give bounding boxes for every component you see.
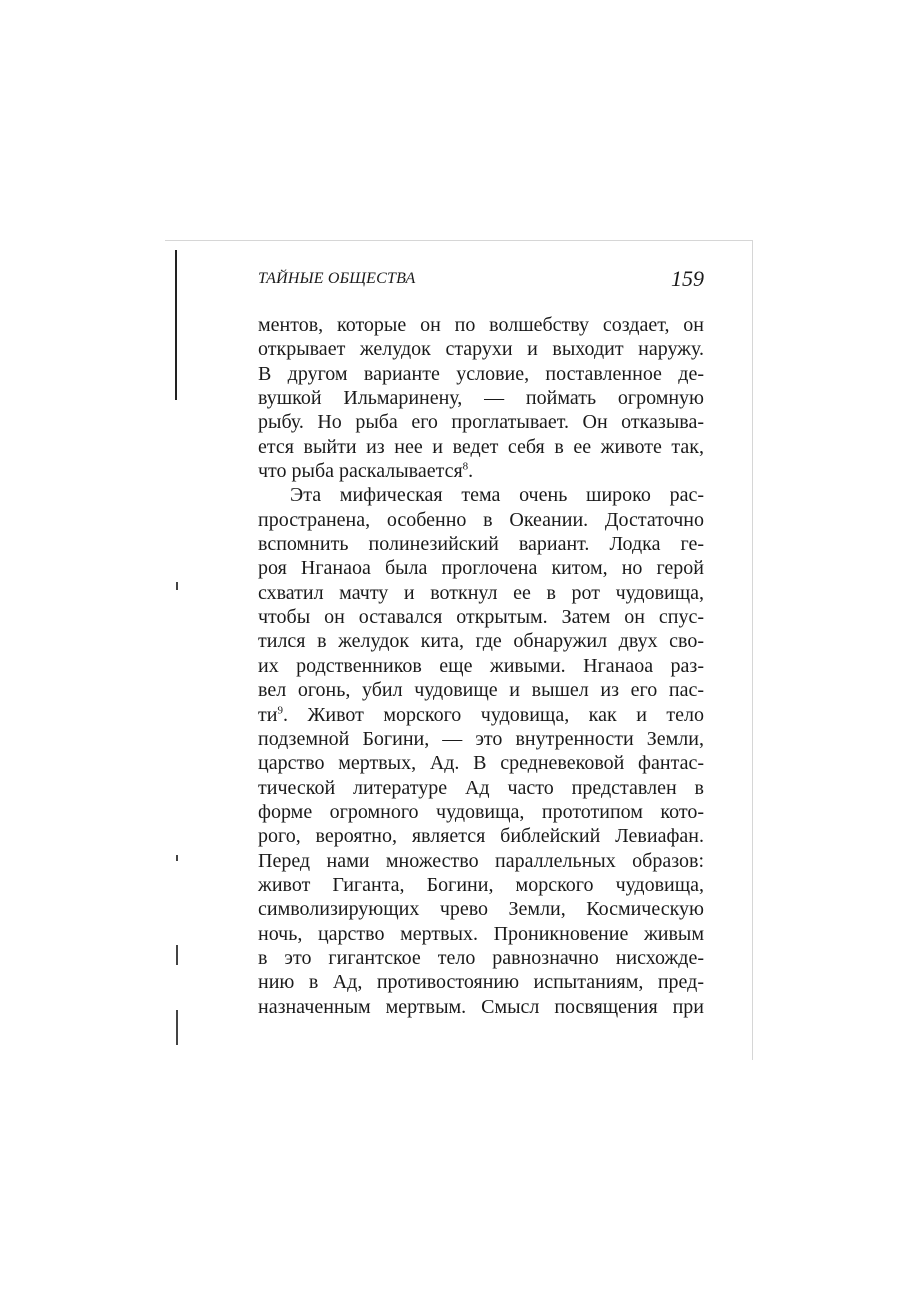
text-line: тической литературе Ад часто представлен в [258,776,704,799]
text-line: чтобы он оставался открытым. Затем он спус- [258,606,704,629]
text-line [258,459,704,483]
text-line: царство мертвых, Ад. В средневековой фантас- [258,752,704,775]
text-line: живот Гиганта, Богини, морского чудовища, [258,873,704,896]
text-line: открывает желудок старухи и выходит наружу. [258,338,704,361]
text-line: Перед нами множество параллельных образов: [258,849,704,872]
text-line: символизирующих чрево Земли, Космическую [258,898,704,921]
text-line: ментов, которые он по волшебству создает, он [258,314,704,336]
scan-artifact-mark [176,855,178,861]
text-line: их родственников еще живыми. Нганаоа раз- [258,654,704,677]
binding-edge-mark [175,250,177,400]
text-line: Эта мифическая тема очень широко рас- [290,484,704,507]
body-text [258,313,704,1019]
text-line: рого, вероятно, является библейский Левиафан. [258,825,704,848]
footnote-ref: 9 [277,703,283,716]
text-line: роя Нганаоа была проглочена китом, но герой [258,557,704,580]
text-line: назначенным мертвым. Смысл посвящения при [258,995,704,1018]
scan-artifact-mark [176,1010,178,1045]
text-line: В другом варианте условие, поставленное де- [258,362,704,385]
text-line: подземной Богини, — это внутренности Земли, [258,727,704,750]
page-header [258,262,704,298]
text-line: вел огонь, убил чудовище и вышел из его пас- [258,679,704,702]
text-line: пространена, особенно в Океании. Достаточно [258,508,704,531]
text-fragment: что рыба раскалывается [258,460,463,483]
text-line: вспомнить полинезийский вариант. Лодка ге- [258,533,704,556]
text-line: вушкой Ильмаринену, — поймать огромную [258,387,704,410]
text-fragment: . [468,460,474,483]
text-line: схватил мачту и воткнул ее в рот чудовища, [258,581,704,604]
text-line: ется выйти из нее и ведет себя в ее животе так, [258,435,704,458]
text-line: нию в Ад, противостоянию испытаниям, пред- [258,971,704,994]
scan-artifact-mark [176,582,178,590]
text-fragment: ти [258,703,278,726]
footnote-ref: 8 [462,460,469,473]
page-number: 159 [671,266,704,291]
text-line [258,703,704,727]
text-fragment: . Живот морского чудовища, как и тело [282,703,704,726]
text-line: форме огромного чудовища, прототипом кото- [258,800,704,823]
text-line: тился в желудок кита, где обнаружил двух сво- [258,630,704,653]
running-head: ТАЙНЫЕ ОБЩЕСТВА [258,270,416,287]
scan-artifact-mark [176,945,178,965]
text-line: в это гигантское тело равнозначно нисхожде- [258,946,704,969]
text-line: ночь, царство мертвых. Проникновение живым [258,922,704,945]
text-line: рыбу. Но рыба его проглатывает. Он отказыва- [258,411,704,434]
